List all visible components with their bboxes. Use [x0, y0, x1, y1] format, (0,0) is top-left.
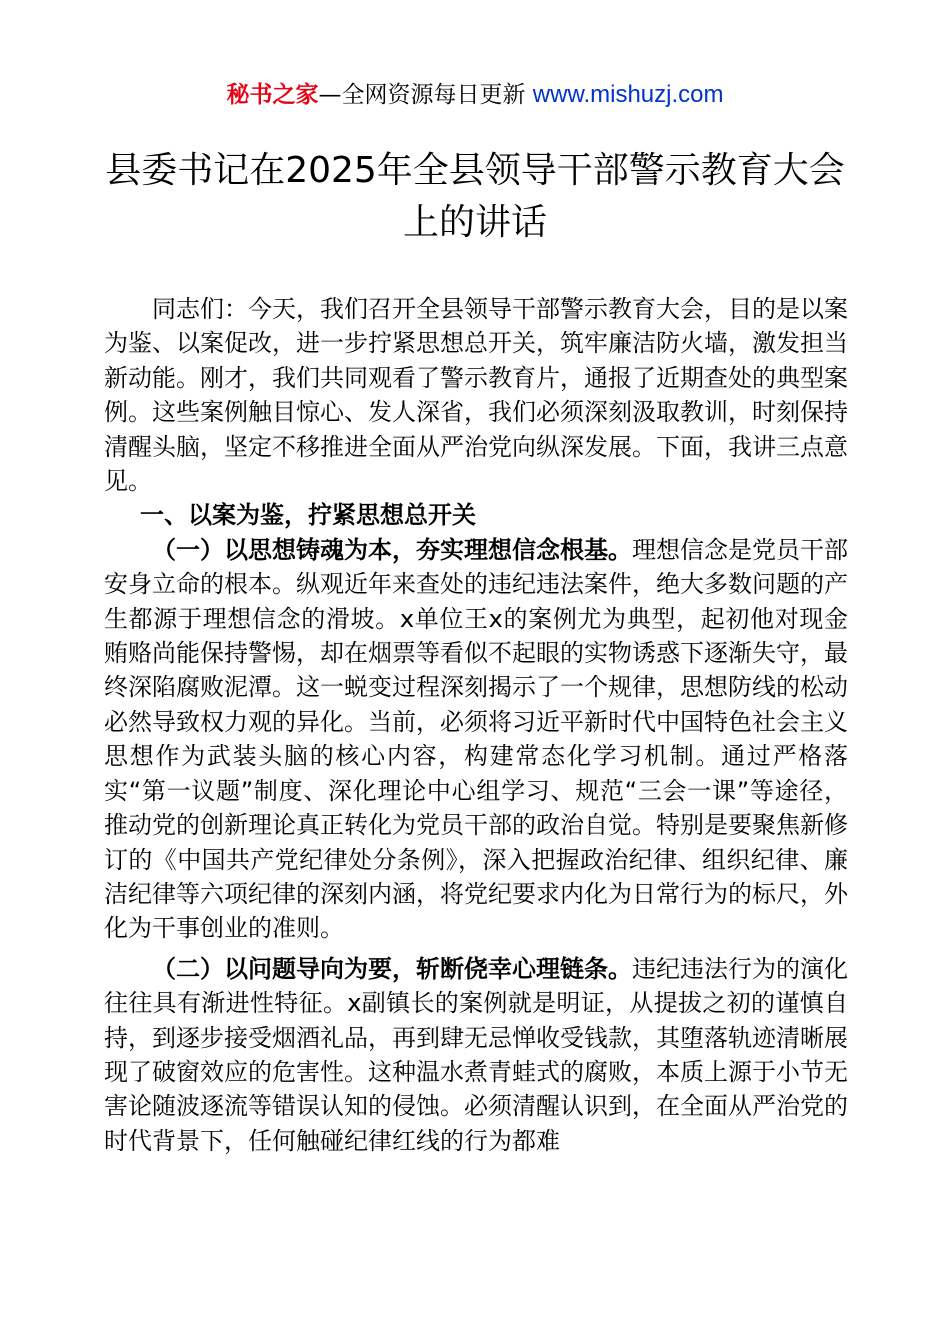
- subsection-2-paragraph: [104, 952, 848, 1158]
- subsection-1-body: 理想信念是党员干部安身立命的根本。纵观近年来查处的违纪违法案件，绝大多数问题的产生都源于理想信念的滑坡。x单位王x的案例尤为典型，起初他对现金贿赂尚能保持警惕，却在烟票等看似不起眼的实物诱惑下逐渐失守，最终深陷腐败泥潭。这一蜕变过程深刻揭示了一个规律，思想防线的松动必然导致权力观的异化。当前，必须将习近平新时代中国特色社会主义思想作为武装头脑的核心内容，构建常态化学习机制。通过严格落实“第一议题”制度、深化理论中心组学习、规范“三会一课”等途径，推动党的创新理论真正转化为党员干部的政治自觉。特别是要聚焦新修订的《中国共产党纪律处分条例》，深入把握政治纪律、组织纪律、廉洁纪律等六项纪律的深刻内涵，将党纪要求内化为日常行为的标尺，外化为干事创业的准则。: [104, 535, 848, 943]
- site-header: [0, 80, 950, 110]
- title-line-2: 上的讲话: [402, 202, 547, 243]
- site-url-link[interactable]: www.mishuzj.com: [532, 81, 724, 108]
- title-line-1: 县委书记在2025年全县领导干部警示教育大会: [105, 150, 845, 191]
- subsection-1-paragraph: [104, 533, 848, 946]
- site-brand: 秘书之家: [226, 82, 319, 108]
- section-1-heading: 一、以案为鉴，拧紧思想总开关: [140, 501, 476, 530]
- intro-paragraph: 同志们：今天，我们召开全县领导干部警示教育大会，目的是以案为鉴、以案促改，进一步拧紧思想总开关，筑牢廉洁防火墙，激发担当新动能。刚才，我们共同观看了警示教育片，通报了近期查处的典型案例。这些案例触目惊心、发人深省，我们必须深刻汲取教训，时刻保持清醒头脑，坚定不移推进全面从严治党向纵深发展。下面，我讲三点意见。: [104, 295, 848, 496]
- site-slogan: —全网资源每日更新: [318, 82, 526, 108]
- subsection-2-heading: （二）以问题导向为要，斩断侥幸心理链条。: [152, 954, 632, 983]
- subsection-2-body: 违纪违法行为的演化往往具有渐进性特征。x副镇长的案例就是明证，从提拔之初的谨慎自持，到逐步接受烟酒礼品，再到肆无忌惮收受钱款，其堕落轨迹清晰展现了破窗效应的危害性。这种温水煮青蛙式的腐败，本质上源于小节无害论随波逐流等错误认知的侵蚀。必须清醒认识到，在全面从严治党的时代背景下，任何触碰纪律红线的行为都难: [104, 954, 848, 1155]
- document-title: [95, 145, 855, 249]
- subsection-1-heading: （一）以思想铸魂为本，夯实理想信念根基。: [152, 535, 632, 564]
- document-body: [104, 292, 848, 1158]
